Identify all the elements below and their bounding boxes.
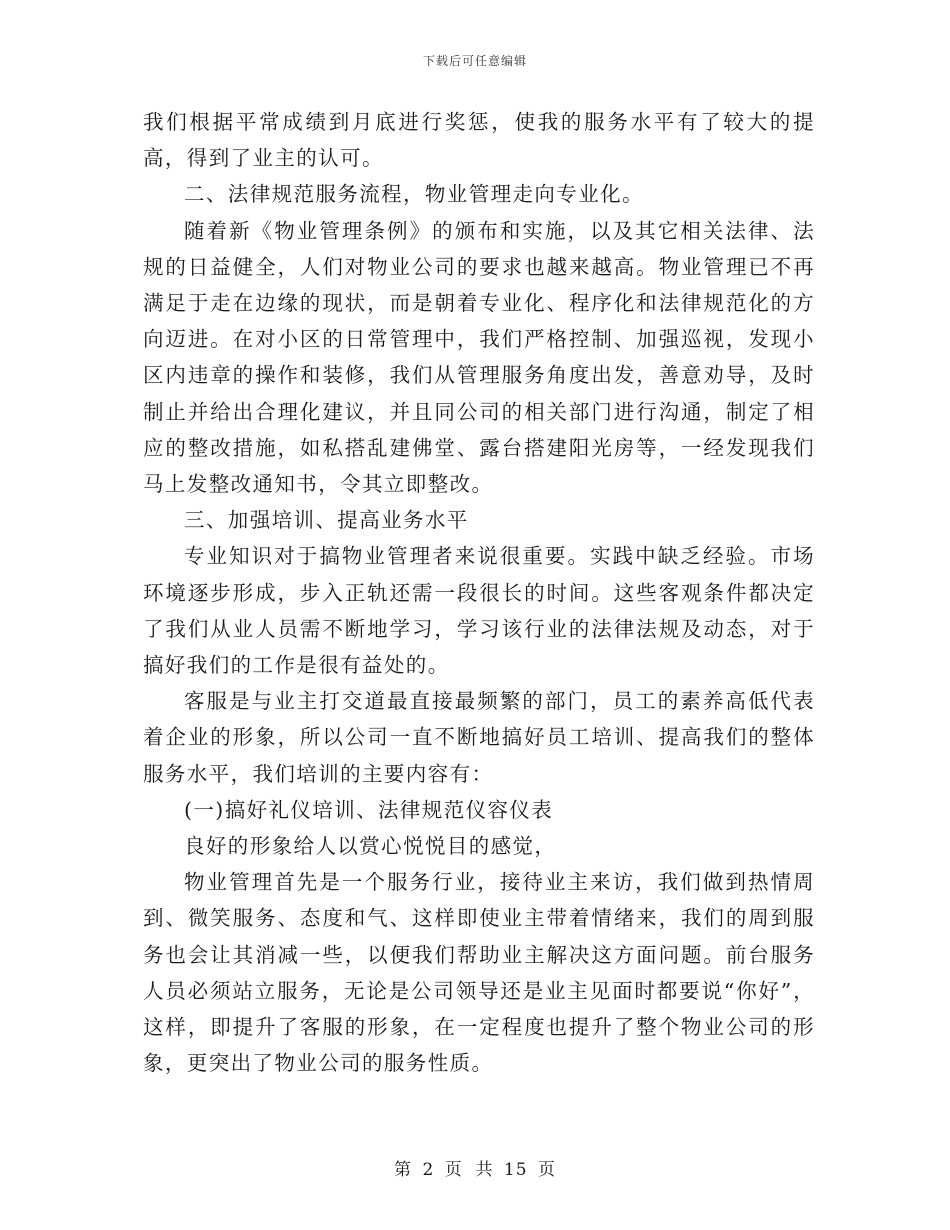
footer-suffix: 页 [537,1160,556,1180]
paragraph-customer-service: 客服是与业主打交道最直接最频繁的部门，员工的素养高低代表着企业的形象，所以公司一直不断地搞好员工培训、提高我们的整体服务水平，我们培训的主要内容有： [143,689,815,786]
current-page-number: 2 [422,1160,435,1180]
footer-prefix: 第 [394,1160,413,1180]
paragraph-good-image: 良好的形象给人以赏心悦悦目的感觉， [184,834,557,859]
section-heading-2: 二、法律规范服务流程，物业管理走向专业化。 [184,182,644,207]
paragraph-regulations: 随着新《物业管理条例》的颁布和实施，以及其它相关法律、法规的日益健全，人们对物业公司的要求也越来越高。物业管理已不再满足于走在边缘的现状，而是朝着专业化、程序化和法律规范化的方向迈进。在对小区的日常管理中，我们严格控制、加强巡视，发现小区内违章的操作和装修，我们从管理服务角度出发，善意劝导，及时制止并给出合理化建议，并且同公司的相关部门进行沟通，制定了相应的整改措施，如私搭乱建佛堂、露台搭建阳光房等，一经发现我们马上发整改通知书，令其立即整改。 [143,218,815,497]
subsection-heading-1: (一)搞好礼仪培训、法律规范仪容仪表 [184,797,554,822]
total-page-number: 15 [503,1160,528,1180]
section-heading-3: 三、加强培训、提高业务水平 [184,508,469,533]
header-note: 下载后可任意编辑 [422,54,527,68]
paragraph-continuation: 我们根据平常成绩到月底进行奖惩，使我的服务水平有了较大的提高，得到了业主的认可。 [143,110,815,171]
paragraph-service-industry: 物业管理首先是一个服务行业，接待业主来访，我们做到热情周到、微笑服务、态度和气、这样即使业主带着情绪来，我们的周到服务也会让其消减一些，以便我们帮助业主解决这方面问题。前台服务人员必须站立服务，无论是公司领导还是业主见面时都要说“你好”，这样，即提升了客服的形象，在一定程度也提升了整个物业公司的形象，更突出了物业公司的服务性质。 [143,870,815,1076]
document-body [143,104,815,1081]
footer-middle: 页 共 [444,1160,494,1180]
page-footer [0,1155,950,1180]
paragraph-professional-knowledge: 专业知识对于搞物业管理者来说很重要。实践中缺乏经验。市场环境逐步形成，步入正轨还需一段很长的时间。这些客观条件都决定了我们从业人员需不断地学习，学习该行业的法律法规及动态，对于搞好我们的工作是很有益处的。 [143,544,815,678]
